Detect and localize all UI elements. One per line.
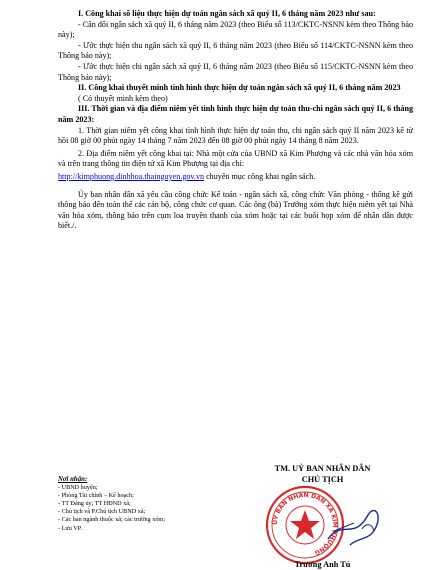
- signer-name: Trương Anh Tú: [294, 560, 351, 569]
- recipients-title: Nơi nhận:: [58, 476, 88, 483]
- section-3-link-line: [58, 172, 413, 183]
- section-3-heading: III. Thời gian và địa điểm niêm yết tình hình thực hiện dự toán thu-chi ngân sách quý II, 6 tháng năm 2023:: [58, 104, 413, 124]
- section-1-heading: I. Công khai số liệu thực hiện dự toán ngân sách xã quý II, 6 tháng năm 2023 như sau:: [78, 9, 376, 18]
- signature-block: [230, 463, 415, 569]
- website-link-suffix: chuyên mục công khai ngân sách.: [204, 171, 316, 181]
- recipient-item: - TT Đảng ủy; TT HĐND xã;: [58, 500, 131, 508]
- seal-text-path: ỦY BAN NHÂN DÂN XÃ KIM PHƯỢNG: [271, 491, 339, 557]
- signature-line-2: CHỦ TỊCH: [301, 475, 344, 484]
- section-1-item-1: - Cân đối ngân sách xã quý II, 6 tháng năm 2023 (theo Biểu số 113/CKTC-NSNN kèm theo Thông báo này);: [58, 19, 413, 40]
- section-3-time: 1. Thời gian niêm yết công khai tình hình thực hiện dự toán thu, chi ngân sách quý II năm 2023 kể từ hồi 08 giờ 00 phút ngày 14 tháng 7 năm 2023 đến 08 giờ 00 phút ngày 14 tháng 8 năm 2023.: [58, 125, 413, 146]
- closing-paragraph: Ủy ban nhân dân xã yêu cầu công chức Kế toán - ngân sách xã, công chức Văn phòng - thống kê gửi thông báo đến toàn thể các cán bộ, công chức cơ quan. Các ông (bà) Trưởng xóm thực hiện niêm yết tại Nhà văn hóa xóm, thông báo trên cụm loa truyền thanh của xóm hoặc tại các buổi họp xóm để nhân dân được biết./.: [58, 189, 413, 231]
- section-1-item-3: - Ước thực hiện chi ngân sách xã quý II, 6 tháng năm 2023 (theo Biểu số 115/CKTC-NSNN kèm theo Thông báo này);: [58, 61, 413, 82]
- official-seal-icon: [250, 479, 400, 565]
- recipient-item: - Chủ tịch và P.Chủ tịch UBND xã;: [58, 508, 146, 516]
- recipient-item: - Lưu VP.: [58, 524, 83, 532]
- recipients-block: [58, 476, 208, 533]
- section-2-heading: II. Công khai thuyết minh tình hình thực hiện dự toán ngân sách xã quý II, 6 tháng năm 2023: [78, 83, 401, 93]
- signature-line-1: TM. UỶ BAN NHÂN DÂN: [274, 464, 371, 473]
- recipient-item: - UBND huyện;: [58, 484, 98, 492]
- document-body: [58, 9, 413, 232]
- seal-star-icon: [290, 510, 320, 539]
- section-2-note: ( Có thuyết minh kèm theo): [78, 93, 168, 103]
- section-1-item-2: - Ước thực hiện thu ngân sách xã quý II, 6 tháng năm 2023 (theo Biểu số 114/CKTC-NSNN kèm theo Thông báo này);: [58, 40, 413, 61]
- recipient-item: - Phòng Tài chính – Kế hoạch;: [58, 492, 134, 500]
- recipients-list: [58, 484, 208, 533]
- recipient-item: - Các ban ngành thuộc xã; các trưởng xóm;: [58, 516, 165, 524]
- website-link[interactable]: http://kimphuong.dinhhoa.thainguyen.gov.vn: [58, 171, 205, 181]
- section-3-place: 2. Địa điểm niêm yết công khai tại: Nhà một cửa của UBND xã Kim Phượng và các nhà văn hóa xóm và trên trang thông tin điện tử xã Kim Phượng tại địa chỉ:: [58, 148, 413, 169]
